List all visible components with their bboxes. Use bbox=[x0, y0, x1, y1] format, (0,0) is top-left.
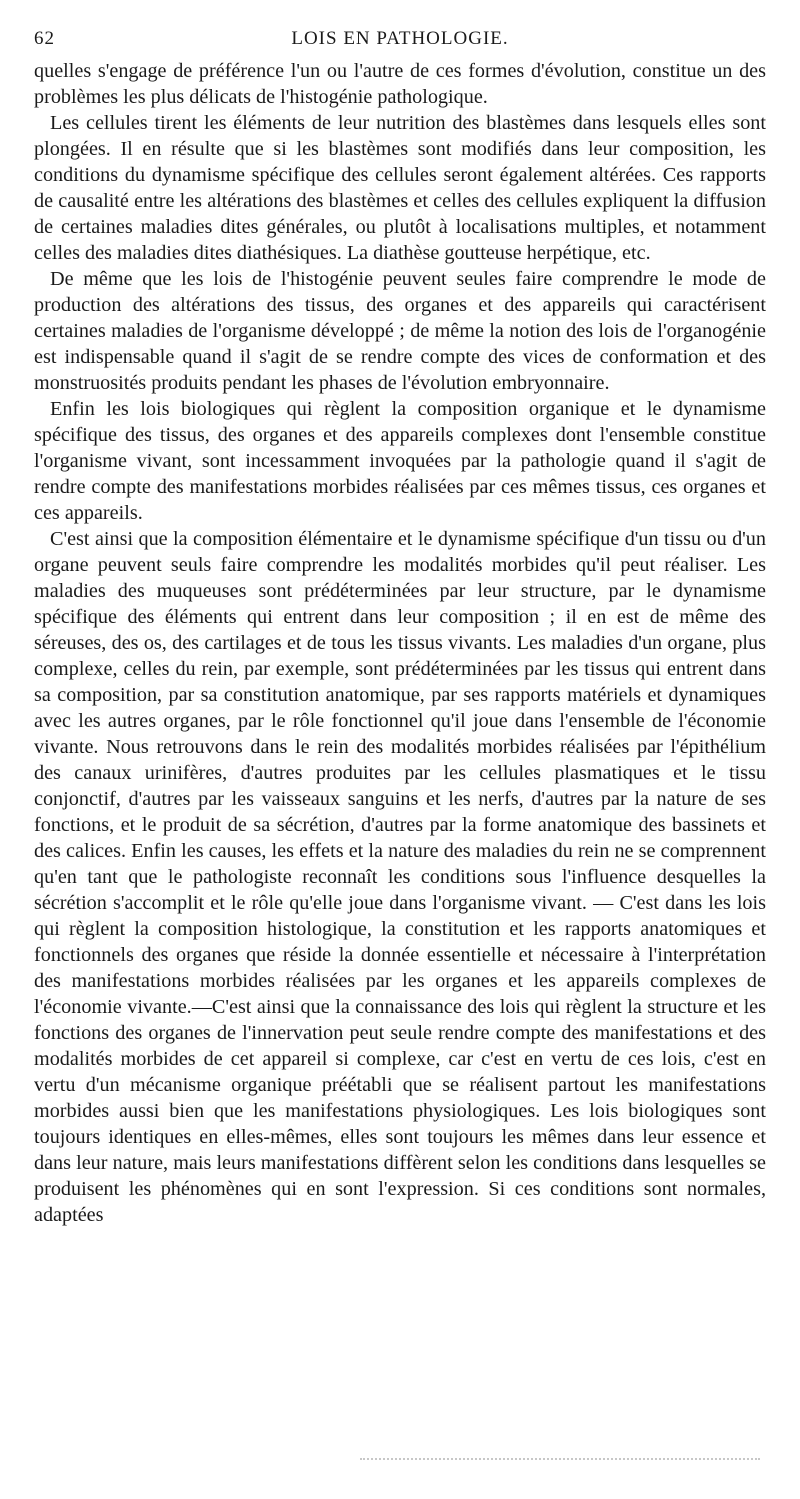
page-number: 62 bbox=[34, 28, 55, 49]
body-text bbox=[34, 58, 766, 1228]
book-page bbox=[34, 28, 766, 1228]
paragraph-cellules: Les cellules tirent les éléments de leur nutrition des blastèmes dans lesquels elles sont plongées. Il en résulte que si les blastèmes sont modifiés dans leur composition, les conditions du dynamisme spécifique des cellules seront également altérées. Ces rapports de causalité entre les altérations des blastèmes et celles des cellules expliquent la diffusion de certaines maladies dites générales, ou plutôt à localisations multiples, et notamment celles des maladies dites diathésiques. La diathèse goutteuse herpétique, etc. bbox=[34, 112, 766, 264]
page-header bbox=[34, 28, 766, 58]
running-title: LOIS EN PATHOLOGIE. bbox=[291, 28, 509, 49]
paragraph-composition-elementaire: C'est ainsi que la composition élémentaire et le dynamisme spécifique d'un tissu ou d'un organe peuvent seuls faire comprendre les modalités morbides qu'il peut réaliser. Les maladies des muqueuses sont prédéterminées par leur structure, par le dynamisme spécifique des éléments qui entrent dans leur composition ; il en est de même des séreuses, des os, des cartilages et de tous les tissus vivants. Les maladies d'un organe, plus complexe, celles du rein, par exemple, sont prédéterminées par les tissus qui entrent dans sa composition, par sa constitution anatomique, par ses rapports matériels et dynamiques avec les autres organes, par le rôle fonctionnel qu'il joue dans l'ensemble de l'économie vivante. Nous retrouvons dans le rein des modalités morbides réalisées par l'épithélium des canaux urinifères, d'autres produites par les cellules plasmatiques et le tissu conjonctif, d'autres par les vaisseaux sanguins et les nerfs, d'autres par la nature de ses fonctions, et le produit de sa sécrétion, d'autres par la forme anatomique des bassinets et des calices. Enfin les causes, les effets et la nature des maladies du rein ne se comprennent qu'en tant que le pathologiste reconnaît les conditions sous l'influence desquelles la sécrétion s'accomplit et le rôle qu'elle joue dans l'organisme vivant. — C'est dans les lois qui règlent la composition histologique, la constitution et les rapports anatomiques et fonctionnels des organes que réside la donnée essentielle et nécessaire à l'interprétation des manifestations morbides réalisées par les organes et les appareils complexes de l'économie vivante.—C'est ainsi que la connaissance des lois qui règlent la structure et les fonctions des organes de l'innervation peut seule rendre compte des manifestations et des modalités morbides de cet appareil si complexe, car c'est en vertu de ces lois, c'est en vertu d'un mécanisme organique préétabli que se réalisent partout les manifestations morbides aussi bien que les manifestations physiologiques. Les lois biologiques sont toujours identiques en elles-mêmes, elles sont toujours les mêmes dans leur essence et dans leur nature, mais leurs manifestations diffèrent selon les conditions dans lesquelles se produisent les phénomènes qui en sont l'expression. Si ces conditions sont normales, adaptées bbox=[34, 528, 766, 1226]
paragraph-histogenie: De même que les lois de l'histogénie peuvent seules faire comprendre le mode de production des altérations des tissus, des organes et des appareils qui caractérisent certaines maladies de l'organisme développé ; de même la notion des lois de l'organogénie est indispensable quand il s'agit de se rendre compte des vices de conformation et des monstruosités produits pendant les phases de l'évolution embryonnaire. bbox=[34, 268, 766, 394]
scan-artifact-divider bbox=[360, 1458, 760, 1466]
paragraph-continuation: quelles s'engage de préférence l'un ou l'autre de ces formes d'évolution, constitue un des problèmes les plus délicats de l'histogénie pathologique. bbox=[34, 60, 766, 108]
paragraph-lois-biologiques: Enfin les lois biologiques qui règlent la composition organique et le dynamisme spécifique des tissus, des organes et des appareils complexes dont l'ensemble constitue l'organisme vivant, sont incessamment invoquées par la pathologie quand il s'agit de rendre compte des manifestations morbides réalisées par ces mêmes tissus, ces organes et ces appareils. bbox=[34, 398, 766, 524]
